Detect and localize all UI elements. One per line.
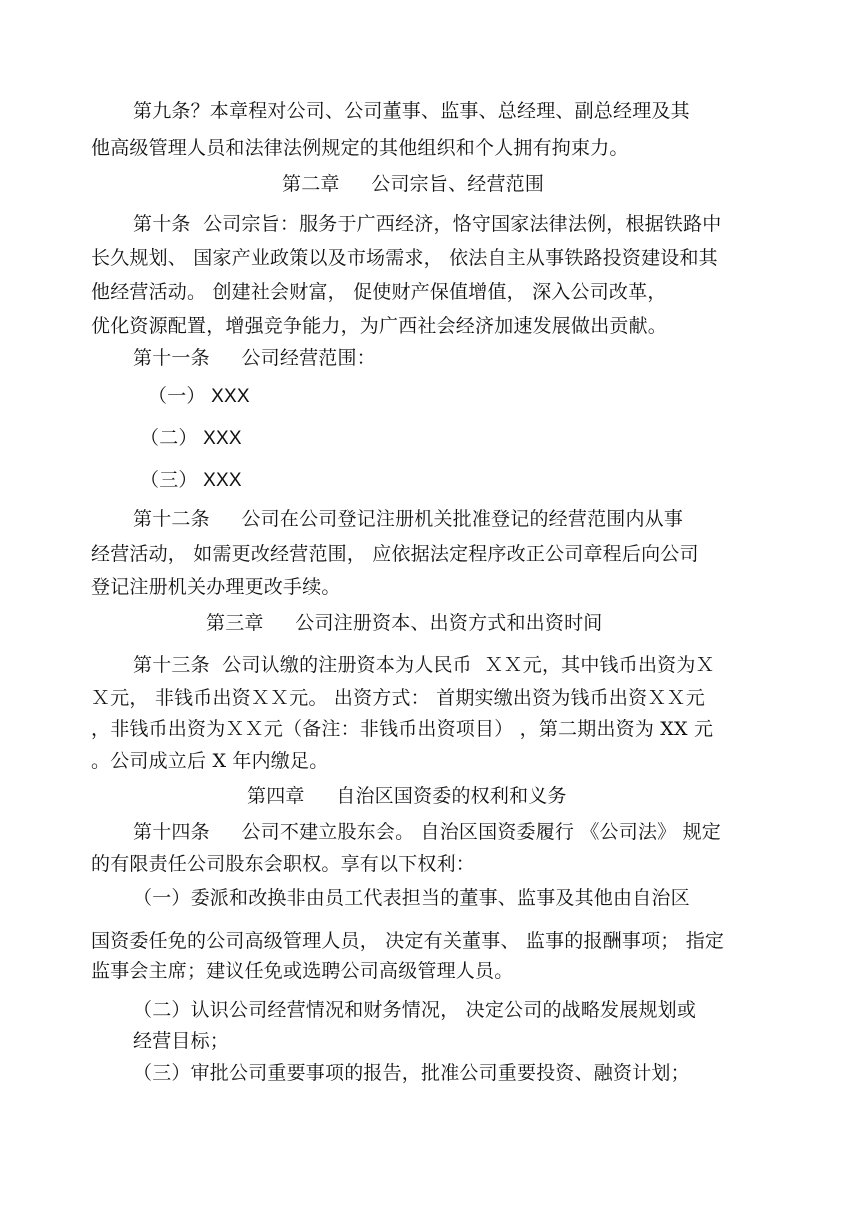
article-9-line-2: 他高级管理人员和法律法例规定的其他组织和个人拥有拘束力。 <box>91 137 629 159</box>
article-14-line-2: 的有限责任公司股东会职权。享有以下权利： <box>91 853 476 875</box>
right-2-line-1: （二）认识公司经营情况和财务情况， 决定公司的战略发展规划或 <box>133 999 697 1021</box>
article-9-line-1: 第九条？本章程对公司、公司董事、监事、总经理、副总经理及其 <box>133 100 690 122</box>
right-1-line-3: 监事会主席；建议任免或选聘公司高级管理人员。 <box>91 960 514 982</box>
article-13-line-2: Ｘ元， 非钱币出资ＸＸ元。 出资方式： 首期实缴出资为钱币出资ＸＸ元 <box>91 687 705 709</box>
article-11-heading: 第十一条 公司经营范围： <box>133 347 376 369</box>
article-12-line-3: 登记注册机关办理更改手续。 <box>91 576 341 598</box>
article-10-line-3: 他经营活动。 创建社会财富， 促使财产保值增值， 深入公司改革， <box>91 281 667 303</box>
scope-item-2: （二） XXX <box>140 428 242 449</box>
article-10-line-4: 优化资源配置，增强竞争能力，为广西社会经济加速发展做出贡献。 <box>91 315 668 337</box>
article-12-line-2: 经营活动， 如需更改经营范围， 应依据法定程序改正公司章程后向公司 <box>91 543 699 565</box>
article-13-line-1: 第十三条 公司认缴的注册资本为人民币 ＸＸ元，其中钱币出资为Ｘ <box>133 654 715 676</box>
right-3-line-1: （三）审批公司重要事项的报告，批准公司重要投资、融资计划； <box>133 1062 690 1084</box>
scope-item-3: （三） XXX <box>140 470 242 491</box>
chapter-4-heading: 第四章 自治区国资委的权利和义务 <box>247 785 567 807</box>
article-10-line-2: 长久规划、 国家产业政策以及市场需求， 依法自主从事铁路投资建设和其 <box>91 247 718 269</box>
article-13-line-3: ，非钱币出资为ＸＸ元（备注：非钱币出资项目） ，第二期出资为 XX 元 <box>91 718 714 740</box>
scope-item-1: （一） XXX <box>148 386 250 407</box>
article-13-line-4: 。公司成立后 X 年内缴足。 <box>91 750 329 772</box>
article-12-line-1: 第十二条 公司在公司登记注册机关批准登记的经营范围内从事 <box>133 508 684 530</box>
article-10-line-1: 第十条 公司宗旨：服务于广西经济，恪守国家法律法例，根据铁路中 <box>133 213 722 235</box>
right-1-line-1: （一）委派和改换非由员工代表担当的董事、监事及其他由自治区 <box>133 887 690 909</box>
article-14-line-1: 第十四条 公司不建立股东会。 自治区国资委履行 《公司法》 规定 <box>133 821 721 843</box>
right-2-line-2: 经营目标； <box>133 1030 230 1052</box>
right-1-line-2: 国资委任免的公司高级管理人员， 决定有关董事、 监事的报酬事项； 指定 <box>91 930 725 952</box>
chapter-3-heading: 第三章 公司注册资本、出资方式和出资时间 <box>206 612 603 634</box>
chapter-2-heading: 第二章 公司宗旨、经营范围 <box>282 173 545 195</box>
